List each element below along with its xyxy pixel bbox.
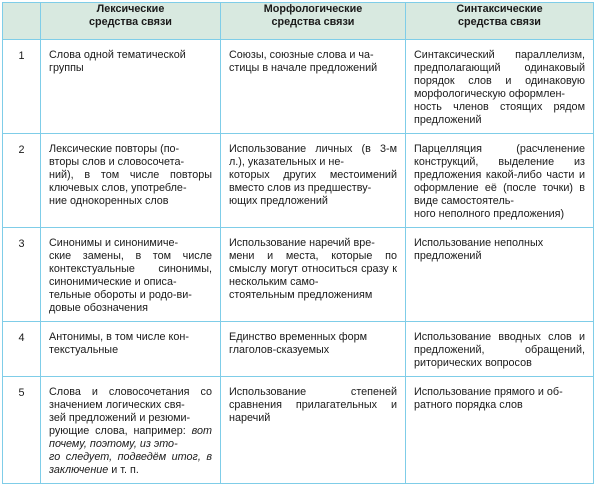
header-number-cell: [3, 3, 41, 40]
lexical-cell: Слова и словосочетания со значением логических свя- зей предложений и резюми- рующие слова, например: вот почему, поэтому, из это- го следует, подведём итог, в заключение и т. п.: [41, 377, 221, 484]
morphological-cell: Использование степеней сравнения прилагательных и наречий: [221, 377, 406, 484]
table-row: [3, 228, 594, 322]
syntactic-cell: Использование вводных слов и предложений, обращений, риторических вопросов: [406, 322, 594, 377]
table-row: [3, 40, 594, 134]
connection-means-table: [2, 2, 594, 484]
row-number: 2: [3, 134, 41, 228]
morphological-cell: Единство временных форм глаголов-сказуемых: [221, 322, 406, 377]
syntactic-cell: Использование неполных предложений: [406, 228, 594, 322]
syntactic-cell: Парцелляция (расчленение конструкций, выделение из предложения какой-либо части и оформление её (после точки) в виде самостоятель- ного неполного предложения): [406, 134, 594, 228]
morphological-cell: Использование личных (в 3-м л.), указательных и не- которых других местоимений вместо слов из предшеству- ющих предложений: [221, 134, 406, 228]
table-row: [3, 322, 594, 377]
row-number: 1: [3, 40, 41, 134]
syntactic-cell: Синтаксический параллелизм, предполагающий одинаковый порядок слов и одинаковую морфологическую оформлен- ность членов стоящих рядом предложений: [406, 40, 594, 134]
row-number: 4: [3, 322, 41, 377]
table-row: [3, 377, 594, 484]
table-row: [3, 134, 594, 228]
lexical-cell: Слова одной тематической группы: [41, 40, 221, 134]
header-syntactic: Синтаксические средства связи: [406, 3, 594, 40]
lexical-cell: Синонимы и синонимиче- ские замены, в том числе контекстуальные синонимы, синонимические и описа- тельные обороты и родо-ви- довые обозначения: [41, 228, 221, 322]
lexical-cell: Антонимы, в том числе кон- текстуальные: [41, 322, 221, 377]
morphological-cell: Союзы, союзные слова и ча- стицы в начале предложений: [221, 40, 406, 134]
row-number: 5: [3, 377, 41, 484]
syntactic-cell: Использование прямого и об- ратного порядка слов: [406, 377, 594, 484]
header-lexical: Лексические средства связи: [41, 3, 221, 40]
lexical-cell: Лексические повторы (по- вторы слов и словосочета- ний), в том числе повторы ключевых слов, употребле- ние однокоренных слов: [41, 134, 221, 228]
example-phrases: вот почему, поэтому, из это- го следует, подведём итог, в заключение: [49, 425, 212, 476]
table-header-row: [3, 3, 594, 40]
header-morphological: Морфологические средства связи: [221, 3, 406, 40]
row-number: 3: [3, 228, 41, 322]
morphological-cell: Использование наречий вре- мени и места, которые по смыслу могут относиться сразу к нескольким само- стоятельным предложениям: [221, 228, 406, 322]
